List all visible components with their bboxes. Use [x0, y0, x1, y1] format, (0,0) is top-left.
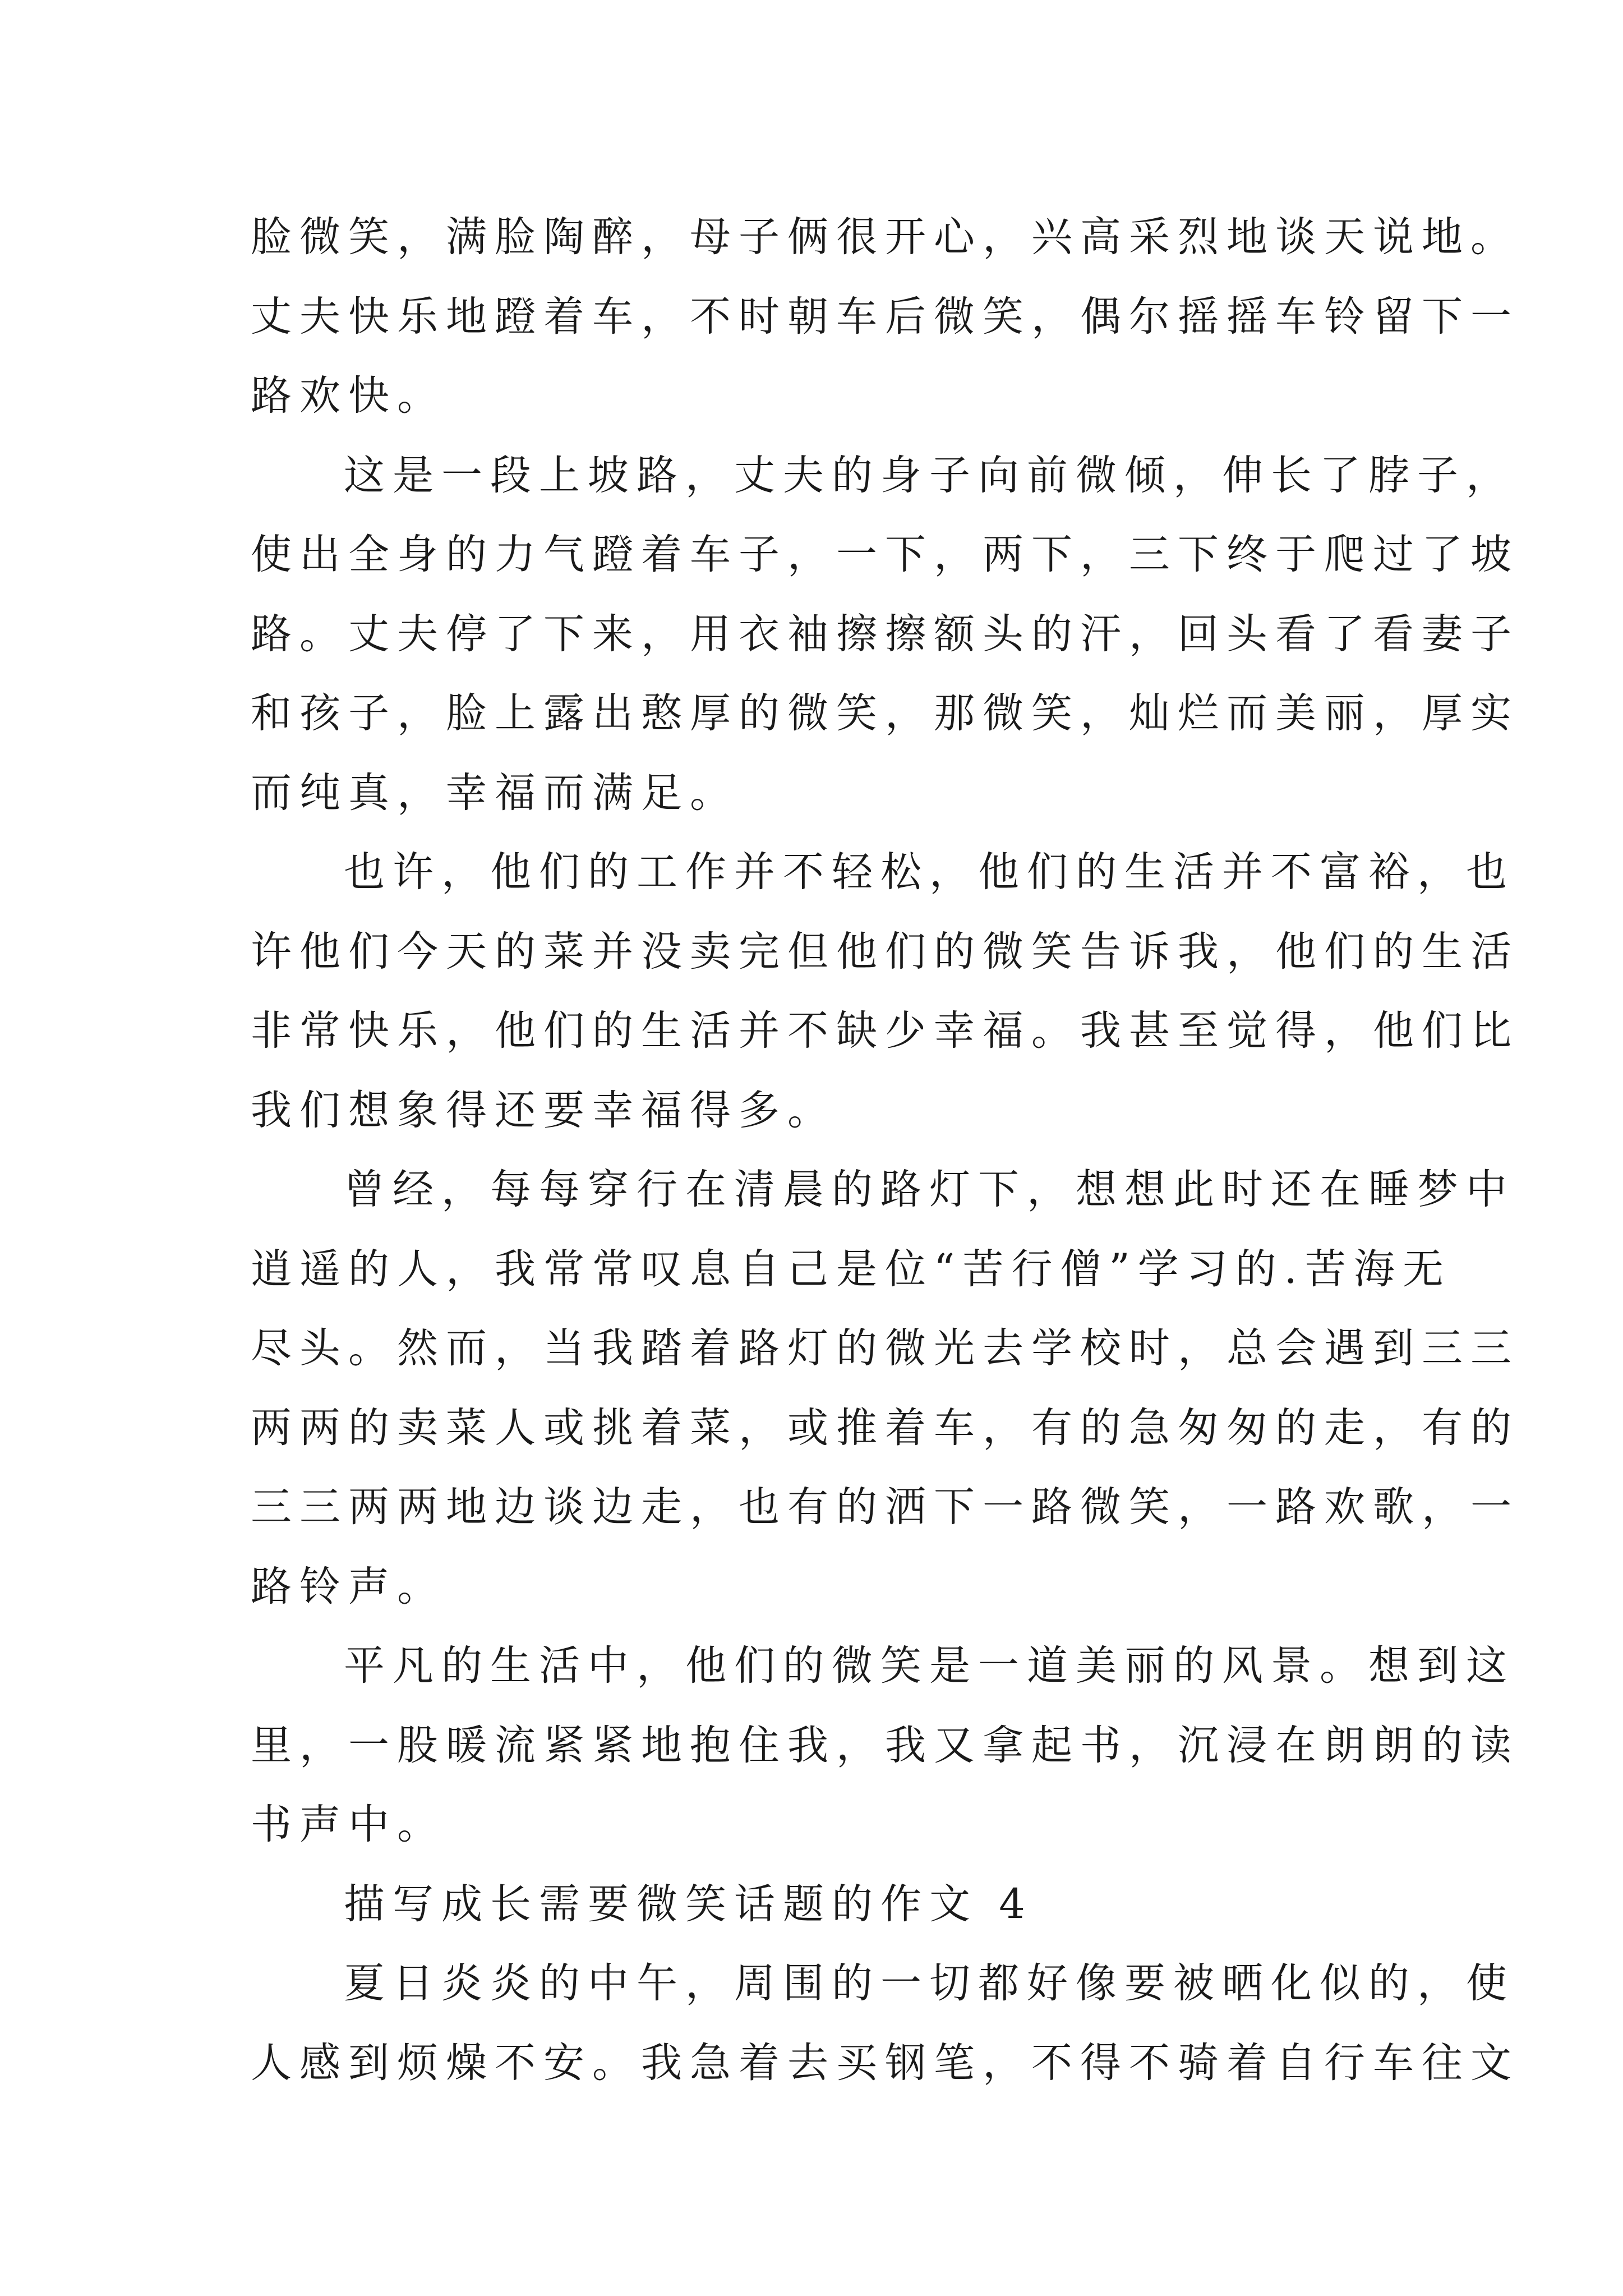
text-line: 书声中。: [251, 1801, 446, 1848]
text-line: 里，一股暖流紧紧地抱住我，我又拿起书，沉浸在朗朗的读: [251, 1721, 1519, 1769]
text-line: 两两的卖菜人或挑着菜，或推着车，有的急匆匆的走，有的: [251, 1404, 1519, 1452]
body-text: [251, 197, 1519, 2102]
text-line: 路。丈夫停了下来，用衣袖擦擦额头的汗，回头看了看妻子: [251, 610, 1519, 658]
paragraph-first-line: 也许，他们的工作并不轻松，他们的生活并不富裕，也: [344, 848, 1515, 896]
text-line: 路欢快。: [251, 372, 446, 420]
text-line: 丈夫快乐地蹬着车，不时朝车后微笑，偶尔摇摇车铃留下一: [251, 292, 1519, 341]
text-line: 而纯真，幸福而满足。: [251, 769, 739, 817]
section-heading: 描写成长需要微笑话题的作文 4: [344, 1880, 1033, 1928]
text-line: 许他们今天的菜并没卖完但他们的微笑告诉我，他们的生活: [251, 927, 1519, 976]
text-line: 我们想象得还要幸福得多。: [251, 1086, 836, 1134]
text-line: 尽头。然而，当我踏着路灯的微光去学校时，总会遇到三三: [251, 1324, 1519, 1372]
paragraph-first-line: 平凡的生活中，他们的微笑是一道美丽的风景。想到这: [344, 1642, 1515, 1690]
text-line: 三三两两地边谈边走，也有的洒下一路微笑，一路欢歌，一: [251, 1483, 1519, 1531]
text-line: 和孩子，脸上露出憨厚的微笑，那微笑，灿烂而美丽，厚实: [251, 689, 1519, 737]
text-line: 脸微笑，满脸陶醉，母子俩很开心，兴高采烈地谈天说地。: [251, 213, 1519, 261]
paragraph-first-line: 这是一段上坡路，丈夫的身子向前微倾，伸长了脖子，: [344, 451, 1515, 499]
paragraph-first-line: 夏日炎炎的中午，周围的一切都好像要被晒化似的，使: [344, 1959, 1515, 2007]
text-line: 路铃声。: [251, 1562, 446, 1611]
text-line: 非常快乐，他们的生活并不缺少幸福。我甚至觉得，他们比: [251, 1007, 1519, 1055]
text-line: 使出全身的力气蹬着车子，一下，两下，三下终于爬过了坡: [251, 531, 1519, 578]
paragraph-first-line: 曾经，每每穿行在清晨的路灯下，想想此时还在睡梦中: [344, 1166, 1515, 1213]
text-line: 人感到烦燥不安。我急着去买钢笔，不得不骑着自行车往文: [251, 2039, 1519, 2087]
text-line: 逍遥的人，我常常叹息自己是位“苦行僧”学习的.苦海无: [251, 1245, 1451, 1293]
